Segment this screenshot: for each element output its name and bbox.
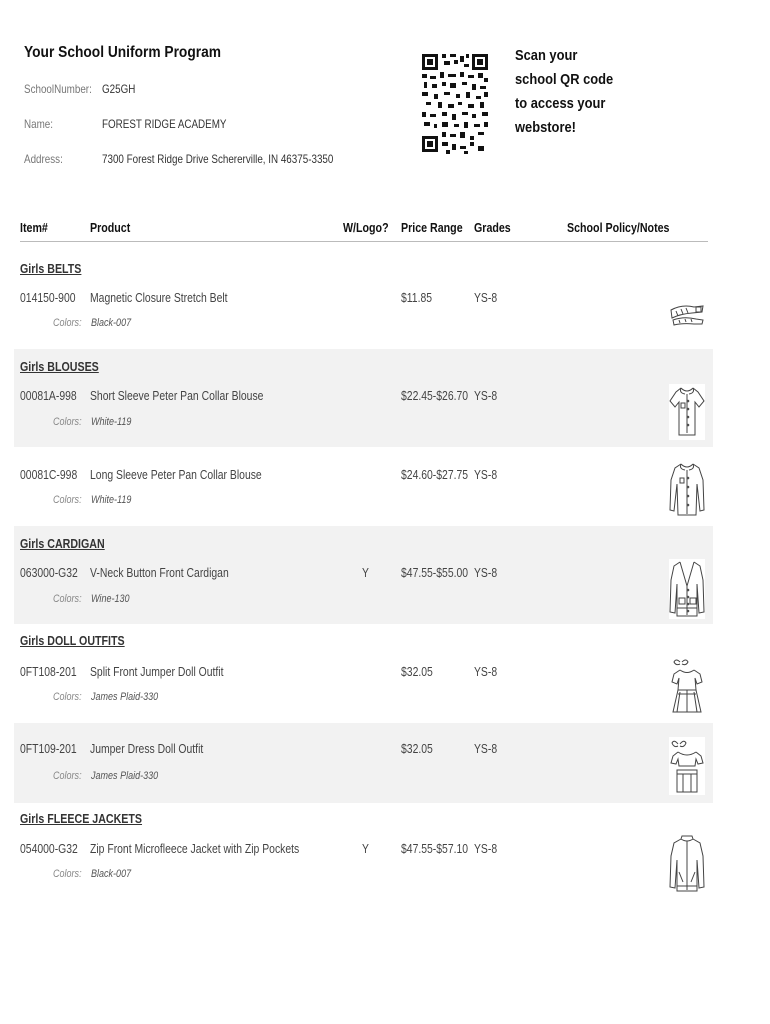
grades: YS-8	[474, 467, 498, 482]
grades: YS-8	[474, 841, 498, 856]
price-range: $32.05	[401, 741, 433, 756]
item-number: 0FT108-201	[20, 664, 77, 679]
school-name-label: Name:	[24, 117, 53, 131]
category-heading[interactable]: Girls FLEECE JACKETS	[20, 811, 143, 826]
fleece-jacket-icon[interactable]	[668, 834, 706, 894]
product-name[interactable]: Zip Front Microfleece Jacket with Zip Pockets	[90, 841, 300, 856]
short-sleeve-blouse-icon[interactable]	[668, 383, 706, 441]
cardigan-icon[interactable]	[668, 558, 706, 620]
colors-value: James Plaid-330	[91, 691, 159, 703]
category-heading[interactable]: Girls BELTS	[20, 261, 82, 276]
header-divider	[20, 241, 708, 242]
grades: YS-8	[474, 741, 498, 756]
colors-value: White-119	[91, 494, 132, 506]
grades: YS-8	[474, 565, 498, 580]
product-name[interactable]: V-Neck Button Front Cardigan	[90, 565, 229, 580]
jumper-doll-outfit-icon[interactable]	[668, 656, 706, 718]
grades: YS-8	[474, 290, 498, 305]
address-label: Address:	[24, 152, 63, 166]
program-title: Your School Uniform Program	[24, 44, 221, 61]
item-number: 014150-900	[20, 290, 76, 305]
qr-instruction-line: webstore!	[515, 119, 576, 136]
item-number: 0FT109-201	[20, 741, 77, 756]
price-range: $24.60-$27.75	[401, 467, 469, 482]
belt-icon[interactable]	[668, 298, 706, 328]
price-range: $22.45-$26.70	[401, 388, 469, 403]
colors-label: Colors:	[53, 593, 82, 605]
qr-instruction-line: Scan your	[515, 47, 578, 64]
logo-flag: Y	[362, 841, 369, 856]
category-heading[interactable]: Girls DOLL OUTFITS	[20, 633, 125, 648]
school-number-value: G25GH	[102, 82, 136, 96]
colors-label: Colors:	[53, 691, 82, 703]
price-range: $47.55-$55.00	[401, 565, 469, 580]
column-header-grades: Grades	[474, 220, 511, 235]
category-heading[interactable]: Girls BLOUSES	[20, 359, 99, 374]
colors-label: Colors:	[53, 416, 82, 428]
product-name[interactable]: Split Front Jumper Doll Outfit	[90, 664, 224, 679]
item-number: 00081C-998	[20, 467, 78, 482]
item-number: 00081A-998	[20, 388, 77, 403]
column-header-logo: W/Logo?	[343, 220, 389, 235]
grades: YS-8	[474, 388, 498, 403]
jumper-dress-doll-outfit-icon[interactable]	[668, 736, 706, 796]
colors-label: Colors:	[53, 317, 82, 329]
product-name[interactable]: Long Sleeve Peter Pan Collar Blouse	[90, 467, 262, 482]
product-name[interactable]: Jumper Dress Doll Outfit	[90, 741, 204, 756]
colors-value: Wine-130	[91, 593, 130, 605]
column-header-product: Product	[90, 220, 131, 235]
long-sleeve-blouse-icon[interactable]	[668, 460, 706, 520]
item-number: 063000-G32	[20, 565, 78, 580]
colors-label: Colors:	[53, 868, 82, 880]
product-name[interactable]: Short Sleeve Peter Pan Collar Blouse	[90, 388, 264, 403]
category-heading[interactable]: Girls CARDIGAN	[20, 536, 105, 551]
product-name[interactable]: Magnetic Closure Stretch Belt	[90, 290, 228, 305]
column-header-price: Price Range	[401, 220, 463, 235]
school-name-value: FOREST RIDGE ACADEMY	[102, 117, 227, 131]
qr-code-icon[interactable]	[420, 52, 490, 156]
school-number-label: SchoolNumber:	[24, 82, 92, 96]
address-value: 7300 Forest Ridge Drive Schererville, IN 46375-3350	[102, 152, 334, 166]
price-range: $11.85	[401, 290, 433, 305]
colors-value: James Plaid-330	[91, 770, 159, 782]
colors-value: White-119	[91, 416, 132, 428]
item-number: 054000-G32	[20, 841, 78, 856]
colors-value: Black-007	[91, 868, 132, 880]
colors-label: Colors:	[53, 770, 82, 782]
qr-instructions	[515, 44, 613, 140]
column-header-item: Item#	[20, 220, 48, 235]
column-header-notes: School Policy/Notes	[567, 220, 670, 235]
colors-label: Colors:	[53, 494, 82, 506]
grades: YS-8	[474, 664, 498, 679]
logo-flag: Y	[362, 565, 369, 580]
price-range: $32.05	[401, 664, 433, 679]
row-band	[14, 723, 713, 803]
qr-instruction-line: school QR code	[515, 71, 614, 88]
price-range: $47.55-$57.10	[401, 841, 469, 856]
qr-instruction-line: to access your	[515, 95, 606, 112]
colors-value: Black-007	[91, 317, 132, 329]
